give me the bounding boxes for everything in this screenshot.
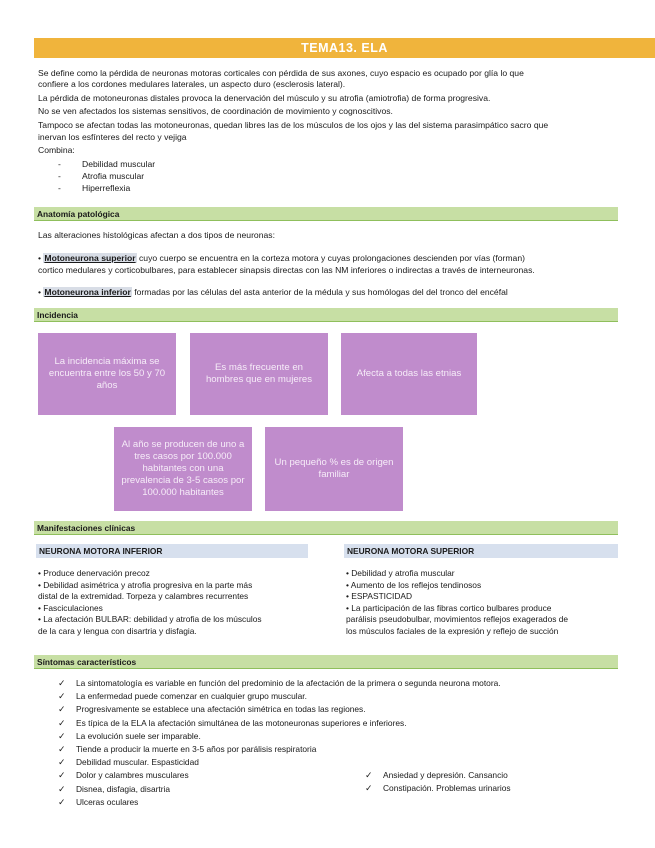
motoneurona-superior-line-2: cortico medulares y corticobulbares, para establecer sinapsis directas con las NM inferiores o indirectas a través de interneuronas. [38,265,535,275]
dash-marker: - [58,171,61,182]
list-item-text: Tiende a producir la muerte en 3-5 años por parálisis respiratoria [76,744,317,755]
check-icon: ✓ [58,730,66,741]
intro-line: confiere a los cordones medulares laterales, un aspecto duro (esclerosis lateral). [38,79,346,89]
incidencia-box-etnias: Afecta a todas las etnias [341,333,477,415]
list-item-text: La enfermedad puede comenzar en cualquier grupo muscular. [76,691,307,702]
check-icon: ✓ [58,757,66,768]
list-item: parálisis pseudobulbar, movimientos reflejos exagerados de [346,614,569,625]
incidencia-box-sexo: Es más frecuente en hombres que en mujeres [190,333,328,415]
list-item [58,703,501,716]
section-heading-anatomia: Anatomía patológica [34,207,618,221]
check-icon: ✓ [58,717,66,728]
list-item [365,769,511,782]
motoneurona-superior-text: cuyo cuerpo se encuentra en la corteza motora y cuyas prolongaciones descienden por vías (forman) [136,253,525,263]
section-heading-manifestaciones: Manifestaciones clínicas [34,521,618,535]
neurona-superior-list [346,568,568,638]
incidencia-box-edad: La incidencia máxima se encuentra entre los 50 y 70 años [38,333,176,415]
incidencia-box-casos: Al año se producen de uno a tres casos por 100.000 habitantes con una prevalencia de 3-5 casos por 100.000 habitantes [114,427,252,511]
list-item: • La participación de las fibras cortico bulbares produce [346,602,552,613]
bullet-marker: • [38,253,42,263]
list-item-text: Ulceras oculares [76,796,139,807]
list-item-text: Es típica de la ELA la afectación simultánea de las motoneuronas superiores e inferiores. [76,717,407,728]
check-icon: ✓ [58,691,66,702]
check-icon: ✓ [58,783,66,794]
dash-marker: - [58,183,61,194]
intro-line: Tampoco se afectan todas las motoneuronas, quedan libres las de los músculos de los ojos y las del sistema parasimpático sacro que [38,120,549,130]
neurona-inferior-list [38,568,262,638]
list-item-text: Progresivamente se establece una afectación simétrica en todas las regiones. [76,704,366,715]
list-item-text: Debilidad muscular [82,159,156,169]
page-title: TEMA13. ELA [34,38,655,58]
motoneurona-inferior-term: Motoneurona inferior [44,287,131,297]
list-item: los músculos faciales de la expresión y reflejo de succión [346,625,559,636]
check-icon: ✓ [58,678,66,688]
list-item-text: Constipación. Problemas urinarios [383,783,511,794]
list-item: • Debilidad y atrofia muscular [346,568,455,578]
sintomas-list-right [365,769,511,795]
list-item-text: La sintomatología es variable en función del predominio de la afectación de la primera o segunda neurona motora. [76,678,501,688]
list-item [58,743,501,756]
neurona-superior-heading: NEURONA MOTORA SUPERIOR [344,544,618,558]
check-icon: ✓ [58,796,66,807]
list-item [58,677,501,690]
check-icon: ✓ [365,783,373,794]
list-item: • Debilidad asimétrica y atrofia progresiva en la parte más [38,579,253,590]
section-heading-incidencia: Incidencia [34,308,618,322]
list-item-text: Dolor y calambres musculares [76,770,189,781]
list-item [58,182,155,194]
list-item [58,717,501,730]
neurona-inferior-heading: NEURONA MOTORA INFERIOR [36,544,308,558]
list-item: • La afectación BULBAR: debilidad y atrofia de los músculos [38,614,262,625]
motoneurona-inferior-line [38,287,508,298]
incidencia-box-familiar: Un pequeño % es de origen familiar [265,427,403,511]
motoneurona-superior-line [38,253,525,264]
list-item: distal de la extremidad. Torpeza y calambres recurrentes [38,591,249,602]
bullet-marker: • [38,287,42,297]
list-item-text: Ansiedad y depresión. Cansancio [383,770,508,780]
intro-line: La pérdida de motoneuronas distales provoca la denervación del músculo y su atrofia (amiotrofia) de forma progresiva. [38,93,491,103]
motoneurona-superior-term: Motoneurona superior [44,253,136,263]
list-item-text: Hiperreflexia [82,183,131,194]
dash-marker: - [58,159,61,169]
check-icon: ✓ [58,704,66,715]
list-item: • Produce denervación precoz [38,568,150,578]
check-icon: ✓ [58,744,66,755]
intro-line: Combina: [38,145,75,155]
list-item-text: Disnea, disfagia, disartria [76,783,171,794]
list-item: • Fasciculaciones [38,602,103,613]
section-heading-sintomas: Síntomas característicos [34,655,618,669]
intro-line: No se ven afectados los sistemas sensitivos, de coordinación de movimiento y cognoscitivos. [38,106,393,116]
list-item-text: Debilidad muscular. Espasticidad [76,757,199,768]
list-item-text: La evolución suele ser imparable. [76,730,201,741]
combina-list [58,158,155,195]
list-item [58,730,501,743]
list-item: • ESPASTICIDAD [346,591,413,602]
intro-line: Se define como la pérdida de neuronas motoras corticales con pérdida de sus axones, cuyo espacio es ocupado por glía lo que [38,68,524,78]
list-item [58,170,155,182]
list-item [58,690,501,703]
list-item: • Aumento de los reflejos tendinosos [346,579,482,590]
intro-line: inervan los esfínteres del recto y vejiga [38,132,187,142]
list-item [58,158,155,170]
check-icon: ✓ [365,770,373,780]
list-item: de la cara y lengua con disartria y disfagia. [38,625,197,636]
list-item [58,796,501,809]
list-item-text: Atrofia muscular [82,171,145,182]
list-item [58,756,501,769]
anatomia-lead: Las alteraciones histológicas afectan a dos tipos de neuronas: [38,230,275,240]
motoneurona-inferior-text: formadas por las células del asta anterior de la médula y sus homólogas del del tronco del encéfal [131,287,508,297]
check-icon: ✓ [58,770,66,781]
list-item [365,782,511,795]
